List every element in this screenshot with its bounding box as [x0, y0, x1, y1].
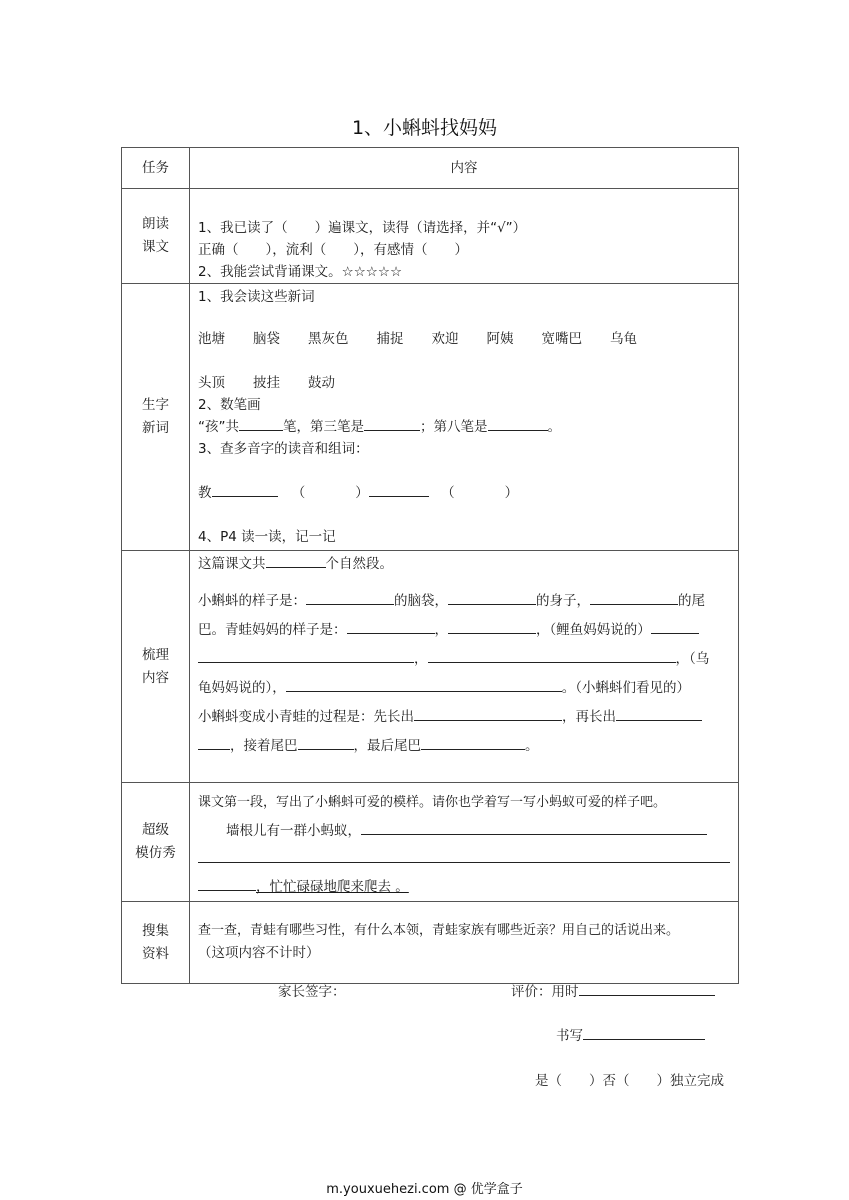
paren-open-2: （ — [441, 485, 455, 501]
task-reading-l2: 课文 — [142, 239, 169, 255]
blank-imitate-2[interactable] — [198, 848, 730, 863]
sort-p6b: ，再长出 — [562, 709, 616, 725]
task-sort — [122, 551, 190, 783]
polyphone-char: 教 — [198, 485, 212, 501]
blank-tail[interactable] — [590, 590, 678, 605]
research-line1: 查一查，青蛙有哪些习性，有什么本领，青蛙家族有哪些近亲？用自己的话说出来。 — [198, 923, 680, 938]
word: 池塘 — [198, 331, 225, 347]
sort-p3c: ，（鲤鱼妈妈说的） — [536, 622, 651, 638]
words-item1: 1、我会读这些新词 — [198, 289, 315, 305]
sort-p1a: 这篇课文共 — [198, 556, 266, 572]
writing-label: 书写 — [556, 1028, 583, 1044]
sort-p7c: 。 — [525, 738, 539, 754]
task-words-l1: 生字 — [142, 397, 169, 413]
words-item2: 2、数笔画 — [198, 397, 261, 413]
blank-grow-second-b[interactable] — [198, 735, 230, 750]
blank-eval-time[interactable] — [579, 981, 715, 996]
sort-p3 — [198, 616, 730, 645]
blank-frog-2[interactable] — [448, 619, 536, 634]
words-row2 — [198, 372, 730, 394]
blank-third-stroke[interactable] — [364, 416, 420, 431]
task-sort-l2: 内容 — [142, 669, 169, 686]
task-words-l2: 新词 — [142, 420, 169, 436]
stroke-d: 。 — [547, 419, 561, 435]
sort-p7b: ，最后尾巴 — [353, 738, 421, 754]
blank-word-2[interactable] — [369, 482, 429, 497]
imitate-blank-line — [198, 845, 730, 873]
task-research-l2: 资料 — [142, 945, 169, 962]
sort-p5 — [198, 674, 730, 703]
paren-open-1: （ — [291, 485, 306, 501]
blank-tail-then[interactable] — [298, 735, 354, 750]
blank-eighth-stroke[interactable] — [488, 416, 548, 431]
reading-line3: 2、我能尝试背诵课文。☆☆☆☆☆ — [198, 264, 403, 280]
parent-signature-label: 家长签字： — [278, 984, 346, 1000]
task-research-l1: 搜集 — [142, 922, 169, 939]
blank-grow-second[interactable] — [616, 706, 702, 721]
sort-p1b: 个自然段。 — [325, 556, 393, 572]
word: 宽嘴巴 — [541, 331, 582, 347]
row-sort — [122, 551, 739, 783]
imitate-line3 — [198, 873, 730, 901]
sort-p3a: 巴。青蛙妈妈的样子是： — [198, 622, 347, 638]
sort-p6 — [198, 703, 730, 732]
sort-p3b: ， — [434, 622, 448, 638]
sort-p4a: ， — [414, 651, 428, 667]
imitate-content — [190, 783, 739, 902]
blank-word-1[interactable] — [212, 482, 278, 497]
polyphone-line — [198, 482, 730, 504]
stroke-line — [198, 416, 730, 438]
sort-p5a: 龟妈妈说的）， — [198, 680, 286, 696]
sort-p2c: 的身子， — [536, 593, 590, 609]
words-item3: 3、查多音字的读音和组词： — [198, 441, 369, 457]
task-imitate-l1: 超级 — [142, 822, 169, 838]
words-row1 — [198, 328, 730, 350]
sort-p2a: 小蝌蚪的样子是： — [198, 593, 306, 609]
task-research — [122, 902, 190, 984]
sort-p1 — [198, 551, 730, 577]
imitate-line3-text: ，忙忙碌碌地爬来爬去 。 — [256, 879, 409, 895]
eval-time — [511, 980, 715, 1000]
blank-frog-5[interactable] — [286, 677, 562, 692]
blank-frog-4[interactable] — [428, 648, 676, 663]
word: 鼓动 — [308, 375, 335, 391]
stroke-c: ；第八笔是 — [420, 419, 488, 435]
header-task: 任务 — [122, 148, 190, 189]
row-words — [122, 284, 739, 551]
word: 脑袋 — [253, 331, 280, 347]
sort-p4 — [198, 645, 730, 674]
stroke-a: “孩”共 — [198, 419, 239, 435]
imitate-line2 — [198, 817, 730, 845]
blank-stroke-count[interactable] — [239, 416, 283, 431]
imitate-line2-text: 墙根儿有一群小蚂蚁， — [226, 823, 361, 839]
row-imitate — [122, 783, 739, 902]
words-content — [190, 284, 739, 551]
paren-close-1: ） — [355, 485, 369, 501]
header-row — [122, 148, 739, 189]
blank-grow-first[interactable] — [414, 706, 562, 721]
page-title: 1、小蝌蚪找妈妈 — [351, 117, 498, 139]
word: 黑灰色 — [308, 331, 349, 347]
blank-body[interactable] — [448, 590, 536, 605]
task-imitate-l2: 模仿秀 — [135, 845, 176, 861]
sort-p5b: 。（小蝌蚪们看见的） — [561, 680, 690, 696]
blank-frog-3a[interactable] — [651, 619, 699, 634]
word: 头顶 — [198, 375, 225, 391]
task-reading — [122, 189, 190, 284]
blank-head[interactable] — [306, 590, 394, 605]
task-words — [122, 284, 190, 551]
sort-p2 — [198, 587, 730, 616]
word: 欢迎 — [431, 331, 459, 347]
word: 捕捉 — [376, 331, 404, 347]
blank-tail-last[interactable] — [421, 735, 525, 750]
word: 阿姨 — [486, 331, 514, 347]
blank-frog-1[interactable] — [347, 619, 435, 634]
eval-time-label: 评价：用时 — [511, 984, 579, 1000]
header-content: 内容 — [190, 148, 739, 189]
blank-writing[interactable] — [583, 1025, 705, 1040]
paren-close-2: ） — [504, 485, 519, 501]
word: 披挂 — [253, 375, 280, 391]
blank-imitate-3[interactable] — [198, 876, 256, 891]
sort-p4b: ，（乌 — [675, 651, 710, 667]
independent-label: 是（ ）否（ ）独立完成 — [535, 1073, 724, 1089]
words-item4: 4、P4 读一读，记一记 — [198, 529, 336, 545]
row-research — [122, 902, 739, 984]
task-reading-l1: 朗读 — [142, 216, 169, 232]
site-watermark: m.youxuehezi.com @ 优学盒子 — [326, 1182, 523, 1197]
sort-p6a: 小蝌蚪变成小青蛙的过程是：先长出 — [198, 709, 414, 725]
sort-p2b: 的脑袋， — [394, 593, 448, 609]
sort-p7 — [198, 732, 730, 761]
sort-content — [190, 551, 739, 783]
eval-writing — [556, 1024, 705, 1044]
research-line2: （这项内容不计时） — [198, 945, 320, 961]
sort-p2d: 的尾 — [678, 593, 705, 609]
stroke-b: 笔，第三笔是 — [283, 419, 364, 435]
blank-frog-3b[interactable] — [198, 648, 414, 663]
sort-p7a: ，接着尾巴 — [230, 738, 298, 754]
research-content — [190, 902, 739, 984]
blank-imitate-1[interactable] — [361, 820, 707, 835]
reading-line1: 1、我已读了（ ）遍课文，读得（请选择，并“√”） — [198, 220, 527, 236]
row-reading — [122, 189, 739, 284]
task-sort-l1: 梳理 — [142, 646, 169, 663]
word: 乌龟 — [610, 331, 637, 347]
blank-paragraph-count[interactable] — [266, 553, 326, 568]
worksheet-table — [121, 147, 739, 984]
task-imitate — [122, 783, 190, 902]
imitate-line1: 课文第一段，写出了小蝌蚪可爱的模样。请你也学着写一写小蚂蚁可爱的样子吧。 — [198, 795, 667, 810]
reading-content — [190, 189, 739, 284]
reading-line2: 正确（ ），流利（ ），有感情（ ） — [198, 242, 468, 258]
